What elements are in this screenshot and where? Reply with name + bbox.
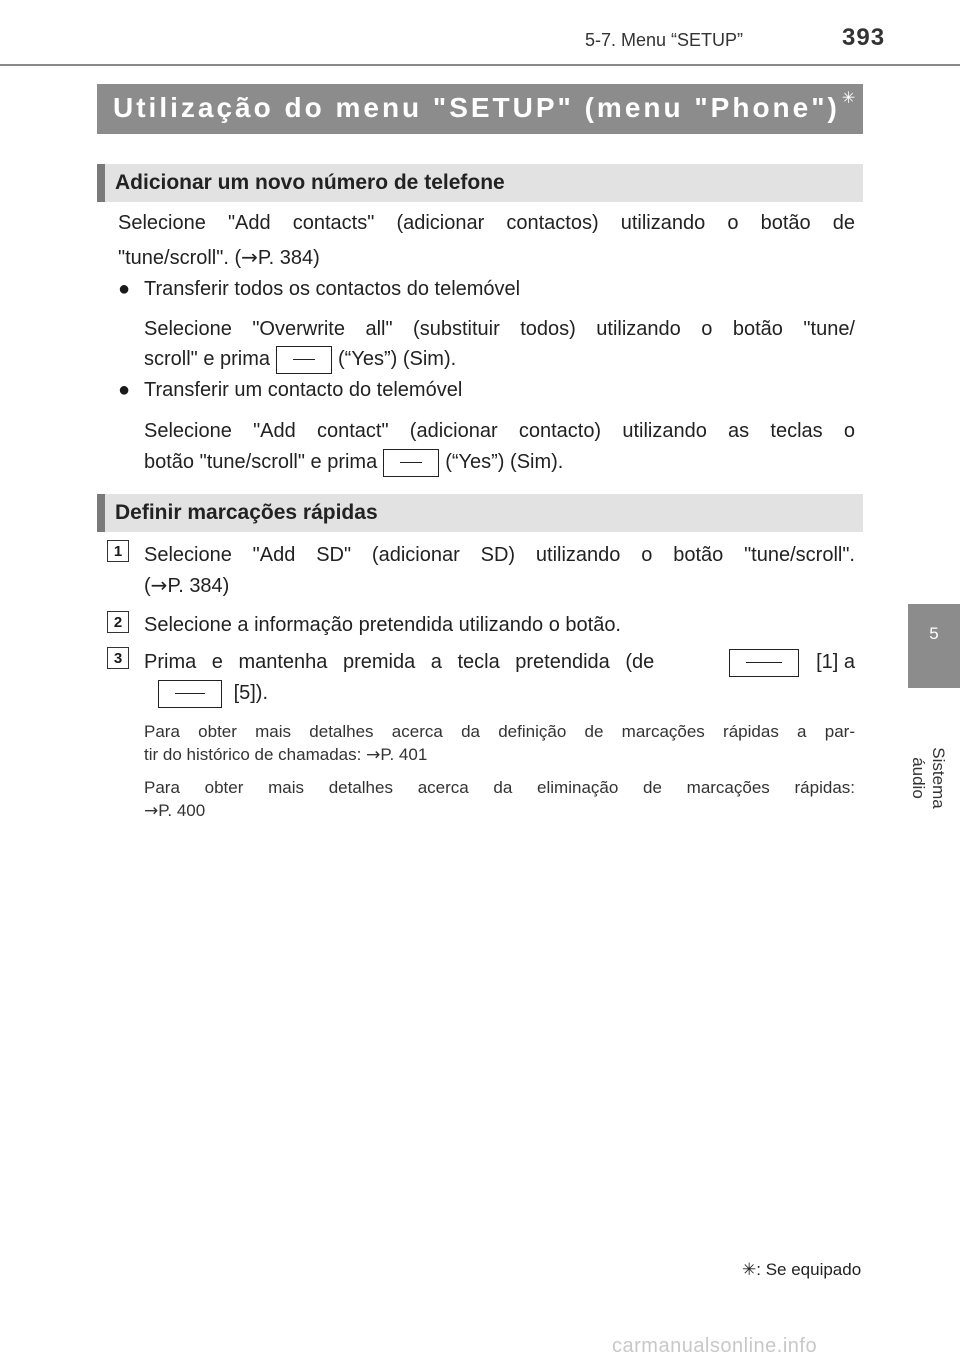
intro-text: "tune/scroll". ( [118, 247, 242, 269]
chapter-tab[interactable]: 5 [908, 604, 960, 688]
note-2-line-2 [144, 799, 855, 823]
item1-line-1: Selecione "Overwrite all" (substituir todos) utilizando o botão "tune/ [144, 318, 855, 340]
yes-key-icon [383, 449, 439, 477]
item1-title: Transferir todos os contactos do telemóvel [144, 278, 521, 300]
step3-key-group [723, 645, 855, 679]
page-number: 393 [842, 24, 886, 51]
watermark: carmanualsonline.info [612, 1335, 818, 1357]
item2-text-end: (“Yes”) (Sim). [445, 451, 564, 473]
asterisk-icon: ✳ [841, 90, 856, 107]
page-title: Utilização do menu "SETUP" (menu "Phone") [113, 92, 840, 123]
step3-text-key1: [1] a [816, 651, 855, 673]
page-ref-link[interactable]: P. 384) [167, 575, 230, 597]
step3-line-1 [144, 645, 855, 679]
page-ref-link[interactable]: P. 401 [380, 745, 428, 764]
intro-line-1: Selecione "Add contacts" (adicionar contactos) utilizando o botão de [118, 212, 855, 234]
footnote-text: : Se equipado [756, 1260, 862, 1279]
section-heading-speed-dial: Definir marcações rápidas [97, 494, 863, 532]
item2-line-2 [144, 445, 563, 479]
step3-text: Prima e mantenha premida a tecla pretendida (de [144, 651, 655, 673]
bullet-icon: ● [118, 278, 131, 300]
arrow-icon: → [150, 573, 168, 597]
note-1-line-1: Para obter mais detalhes acerca da definição de marcações rápidas a par- [144, 722, 855, 741]
page-title-bar [97, 84, 863, 134]
note-2-line-1: Para obter mais detalhes acerca da eliminação de marcações rápidas: [144, 778, 855, 797]
arrow-icon: → [366, 745, 381, 765]
item1-line-2 [144, 342, 456, 376]
step-number-1: 1 [107, 540, 129, 562]
bullet-icon: ● [118, 379, 131, 401]
step1-text: ( [144, 575, 151, 597]
yes-key-icon [276, 346, 332, 374]
step-number-3: 3 [107, 647, 129, 669]
item2-text: botão "tune/scroll" e prima [144, 451, 378, 473]
asterisk-icon: ✳ [742, 1260, 757, 1279]
section-header: 5-7. Menu “SETUP” [585, 30, 744, 50]
step3-text-key5: [5]). [233, 682, 269, 704]
step1-line-1: Selecione "Add SD" (adicionar SD) utilizando o botão "tune/scroll". [144, 544, 855, 566]
section-heading-add-number: Adicionar um novo número de telefone [97, 164, 863, 202]
item1-text: scroll" e prima [144, 348, 271, 370]
header-divider [0, 64, 960, 66]
footnote [742, 1260, 861, 1280]
page-ref-link[interactable]: P. 384) [257, 247, 320, 269]
speed-dial-key-icon [729, 649, 799, 677]
item1-text-end: (“Yes”) (Sim). [338, 348, 457, 370]
arrow-icon: → [144, 801, 159, 821]
note-1-line-2 [144, 743, 855, 767]
step3-line-2 [144, 676, 268, 710]
item2-title: Transferir um contacto do telemóvel [144, 379, 463, 401]
intro-line-2 [118, 240, 320, 275]
step-number-2: 2 [107, 611, 129, 633]
speed-dial-key-icon [158, 680, 222, 708]
item2-line-1: Selecione "Add contact" (adicionar contacto) utilizando as teclas o [144, 420, 855, 442]
step1-line-2 [144, 568, 229, 603]
page-ref-link[interactable]: P. 400 [158, 801, 206, 820]
arrow-icon: → [241, 245, 258, 269]
chapter-label: Sistema áudio [909, 747, 948, 809]
step2-text: Selecione a informação pretendida utilizando o botão. [144, 614, 621, 636]
note1-text: tir do histórico de chamadas: [144, 745, 362, 764]
